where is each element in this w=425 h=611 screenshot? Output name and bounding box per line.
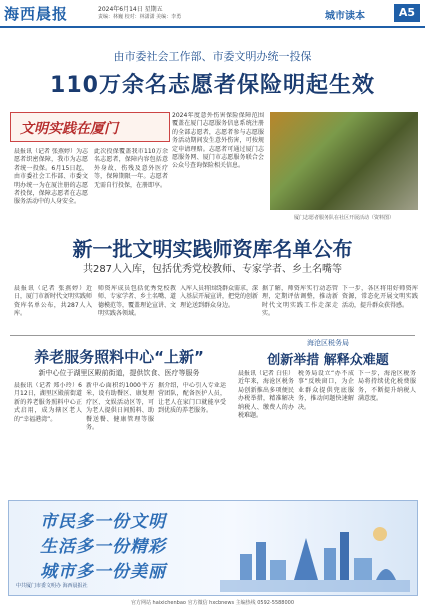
article1-column: 此次投保覆盖我市110万余名志愿者，保障内容包括意外身故、伤残及意外医疗等，保障期限一年。志愿者无需自行投保，在册即享。 bbox=[94, 148, 168, 189]
article2-column: 晨报讯（记者 张燕婷）近日，厦门市新时代文明实践师资库名单公布，共287人入库。 bbox=[14, 285, 92, 318]
section-divider bbox=[10, 335, 415, 336]
volunteer-photo bbox=[270, 112, 418, 210]
article4-column: 税务局设立“办不成事”反映窗口，为企业群众提供兜底服务，推动问题快速解决。 bbox=[298, 370, 354, 411]
city-skyline-illustration bbox=[220, 518, 410, 592]
article3-column: 新中心面积约1000平方米，设有助餐区、康复理疗区、文娱活动区等，可为老人提供日间照料、助餐送餐、健康管理等服务。 bbox=[86, 382, 154, 432]
article2-headline: 新一批文明实践师资库名单公布 bbox=[72, 237, 353, 261]
column-banner-title: 文明实践在厦门 bbox=[20, 121, 118, 137]
article2-column: 师资库成员包括优秀党校教师、专家学者、乡土名嘴、道德模范等，覆盖理论宣讲、文明实践各领域。 bbox=[98, 285, 176, 318]
article3-headline: 养老服务照料中心“上新” bbox=[34, 348, 204, 366]
article1-kicker: 由市委社会工作部、市委文明办统一投保 bbox=[113, 50, 312, 63]
article3-column: 据介绍，中心引入专业运营团队，配备医护人员，让老人在家门口就能享受到优质的养老服务。 bbox=[158, 382, 226, 415]
article4-headline: 创新举措 解释众难题 bbox=[267, 353, 389, 368]
newspaper-logo: 海西晨报 bbox=[4, 5, 69, 23]
article1-column: 晨报讯（记者 张燕婷）为志愿者织密保障，我市为志愿者统一投保。6月15日起，由市委社会工作部、市委文明办统一为在厦注册的志愿者投保，保障志愿者在志愿服务活动中的人身安全。 bbox=[14, 148, 88, 206]
article3-subhead: 新中心位于湖里区殿前街道，提供饮食、医疗等服务 bbox=[38, 369, 200, 377]
editor-credits: 责编：林巍 校对：林潇潇 美编：李勇 bbox=[98, 14, 182, 20]
ad-organizer: 中共厦门市委文明办 海西晨报社 bbox=[16, 583, 88, 589]
article2-column: 入库人员将围绕群众需求，深入基层开展宣讲，把党的创新理论送到群众身边。 bbox=[180, 285, 258, 309]
article4-column: 下一步，海沧区税务局将持续优化税费服务，不断提升纳税人满意度。 bbox=[358, 370, 416, 403]
article4-kicker: 海沧区税务局 bbox=[307, 339, 349, 347]
page-number: A5 bbox=[394, 4, 420, 22]
ad-slogan: 生活多一份精彩 bbox=[40, 537, 166, 557]
issue-date: 2024年6月14日 星期五 bbox=[98, 6, 163, 13]
article2-column: 据了解，师资库实行动态管理，定期评估调整，推动新时代文明实践工作走深走实。 bbox=[262, 285, 338, 318]
page-footer: 官方网站 haixichenbao 官方微信 hxcbnews 主编热线 0592-5588000 bbox=[130, 600, 295, 606]
article3-column: 晨报讯（记者 郑小玲）6月12日，湖里区殿前街道新的养老服务照料中心正式启用，成为辖区老人的“幸福港湾”。 bbox=[14, 382, 82, 423]
ad-slogan: 市民多一份文明 bbox=[40, 512, 166, 532]
photo-caption: 厦门志愿者服务队在社区开展活动（资料图） bbox=[293, 215, 394, 221]
article1-headline: 110万余名志愿者保险明起生效 bbox=[50, 73, 375, 98]
section-title: 城市读本 bbox=[325, 11, 365, 22]
article2-column: 下一步，各区将用好师资库资源，常态化开展文明实践活动，提升群众获得感。 bbox=[342, 285, 418, 309]
article1-column: 2024年度意外伤害保险保障范围覆盖在厦门志愿服务信息系统注册的全部志愿者，志愿者参与志愿服务活动期间发生意外伤害，可按规定申请理赔。志愿者可通过厦门志愿服务网、厦门市志愿服务联合会公众号查询保险相关信息。 bbox=[172, 112, 264, 170]
article4-column: 晨报讯（记者 白佳）近年来，海沧区税务局创新推出多项便民办税举措，精准解决纳税人、缴费人的办税难题。 bbox=[238, 370, 294, 420]
ad-slogan: 城市多一份美丽 bbox=[40, 562, 166, 582]
article2-subhead: 共287人入库，包括优秀党校教师、专家学者、乡土名嘴等 bbox=[82, 264, 343, 275]
